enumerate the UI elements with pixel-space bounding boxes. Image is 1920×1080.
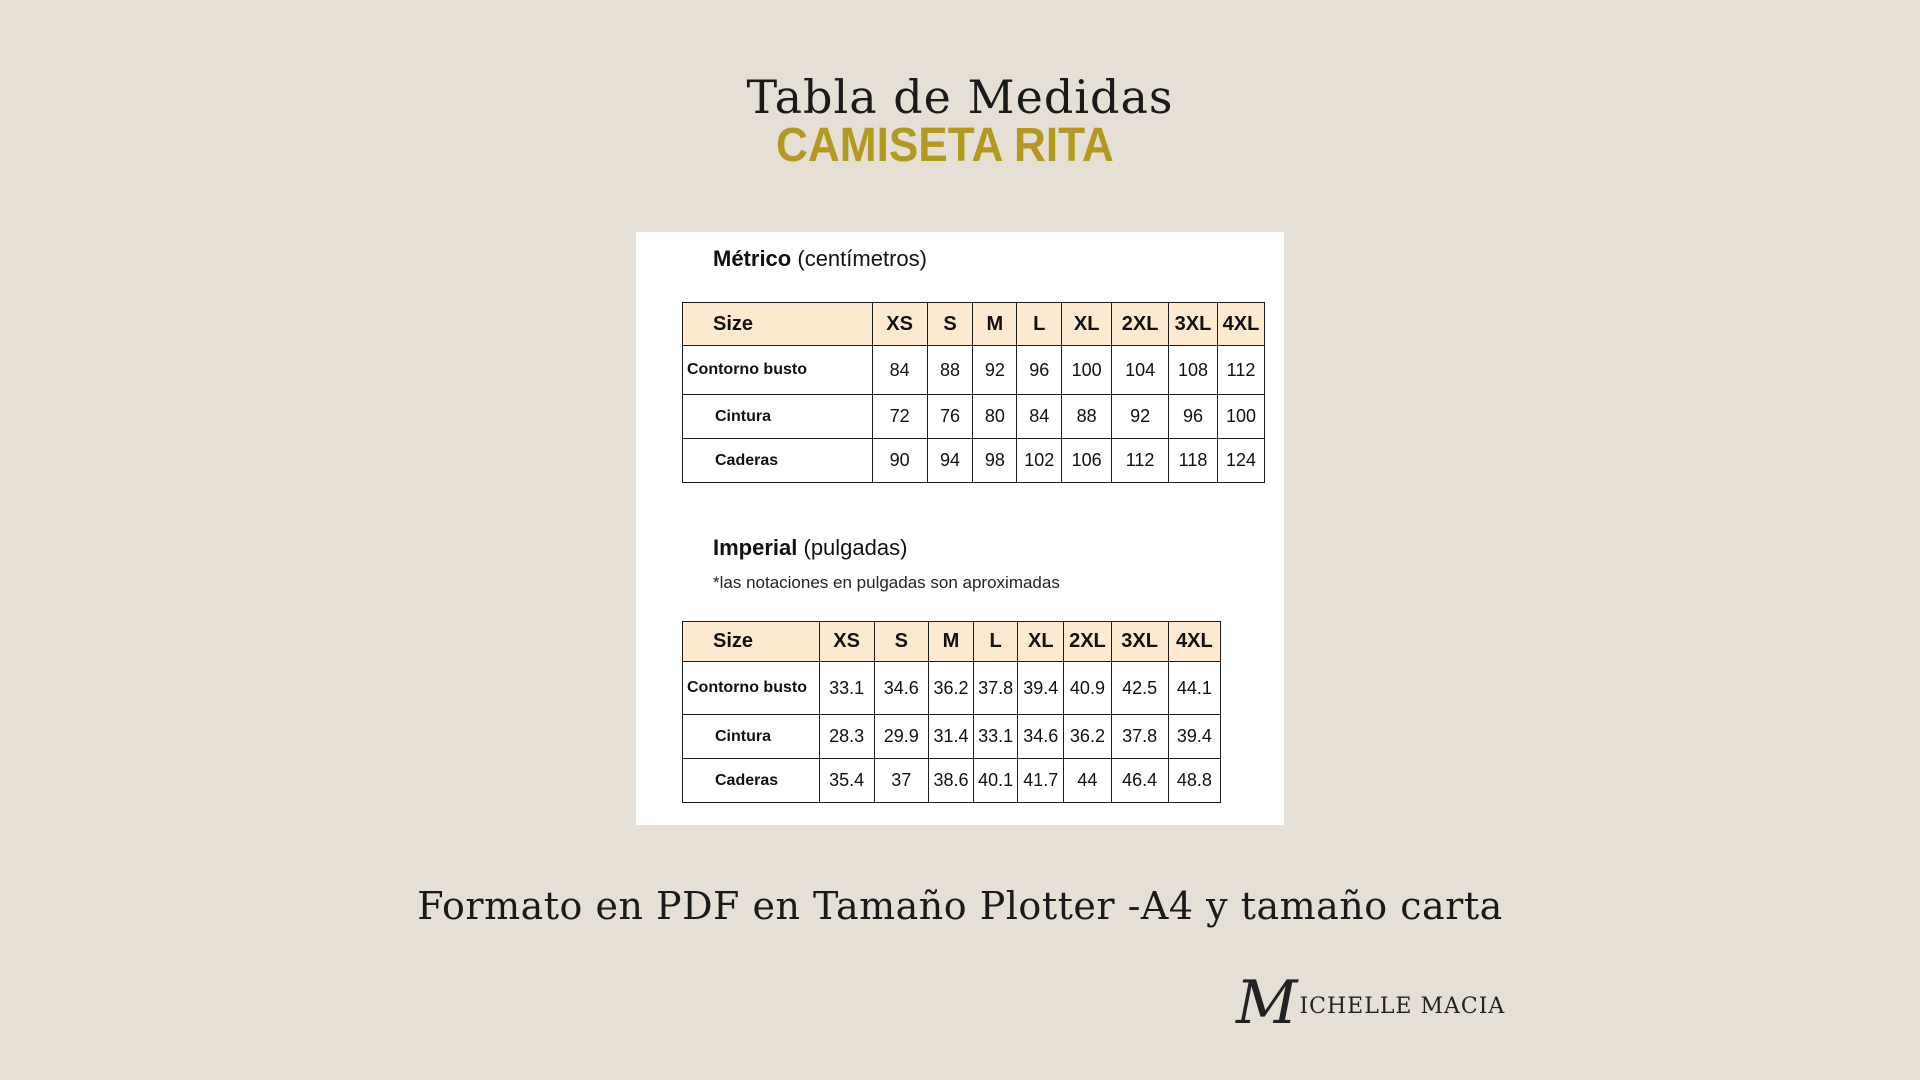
row-label: Cintura: [683, 715, 820, 759]
imperial-size-xs: XS: [819, 622, 874, 662]
table-cell: 36.2: [928, 662, 973, 715]
row-label: Caderas: [683, 759, 820, 803]
logo-initial: M: [1236, 968, 1298, 1038]
page-title: Tabla de Medidas: [746, 70, 1174, 124]
table-cell: 84: [1017, 395, 1062, 439]
metric-size-4xl: 4XL: [1217, 303, 1264, 346]
table-cell: 102: [1017, 439, 1062, 483]
table-cell: 34.6: [874, 662, 928, 715]
table-cell: 72: [872, 395, 927, 439]
imperial-size-s: S: [874, 622, 928, 662]
table-cell: 48.8: [1168, 759, 1220, 803]
format-info-text: Formato en PDF en Tamaño Plotter -A4 y tamaño carta: [417, 884, 1503, 928]
table-cell: 41.7: [1018, 759, 1064, 803]
table-cell: 37: [874, 759, 928, 803]
table-cell: 92: [973, 346, 1017, 395]
imperial-size-4xl: 4XL: [1168, 622, 1220, 662]
table-cell: 90: [872, 439, 927, 483]
table-cell: 106: [1062, 439, 1112, 483]
table-cell: 88: [1062, 395, 1112, 439]
imperial-note: *las notaciones en pulgadas son aproximadas: [713, 573, 1060, 592]
table-cell: 28.3: [819, 715, 874, 759]
table-cell: 31.4: [928, 715, 973, 759]
table-cell: 33.1: [819, 662, 874, 715]
imperial-row-cintura: [683, 715, 1221, 759]
row-label: Cintura: [683, 395, 873, 439]
table-cell: 96: [1169, 395, 1218, 439]
metric-row-busto: [683, 346, 1265, 395]
table-cell: 40.9: [1064, 662, 1111, 715]
table-cell: 80: [973, 395, 1017, 439]
table-cell: 40.1: [974, 759, 1018, 803]
table-cell: 76: [927, 395, 973, 439]
metric-size-m: M: [973, 303, 1017, 346]
table-cell: 96: [1017, 346, 1062, 395]
table-cell: 36.2: [1064, 715, 1111, 759]
table-cell: 104: [1112, 346, 1169, 395]
size-chart-card: [636, 232, 1284, 825]
metric-row-cintura: [683, 395, 1265, 439]
table-cell: 118: [1169, 439, 1218, 483]
imperial-size-2xl: 2XL: [1064, 622, 1111, 662]
metric-size-xl: XL: [1062, 303, 1112, 346]
table-cell: 100: [1217, 395, 1264, 439]
table-cell: 35.4: [819, 759, 874, 803]
imperial-size-header: Size: [683, 622, 820, 662]
table-cell: 112: [1217, 346, 1264, 395]
logo-wordmark: ICHELLE MACIA: [1299, 994, 1506, 1019]
metric-size-3xl: 3XL: [1169, 303, 1218, 346]
metric-row-caderas: [683, 439, 1265, 483]
table-cell: 39.4: [1168, 715, 1220, 759]
table-cell: 98: [973, 439, 1017, 483]
imperial-heading-unit: (pulgadas): [803, 535, 908, 560]
metric-size-header: Size: [683, 303, 873, 346]
table-cell: 33.1: [974, 715, 1018, 759]
table-cell: 37.8: [974, 662, 1018, 715]
metric-size-xs: XS: [872, 303, 927, 346]
table-cell: 94: [927, 439, 973, 483]
imperial-size-xl: XL: [1018, 622, 1064, 662]
table-cell: 29.9: [874, 715, 928, 759]
imperial-size-3xl: 3XL: [1111, 622, 1168, 662]
metric-size-s: S: [927, 303, 973, 346]
table-cell: 37.8: [1111, 715, 1168, 759]
table-cell: 38.6: [928, 759, 973, 803]
table-cell: 44: [1064, 759, 1111, 803]
metric-heading: [713, 246, 927, 272]
table-cell: 124: [1217, 439, 1264, 483]
imperial-size-l: L: [974, 622, 1018, 662]
metric-heading-label: Métrico: [713, 246, 792, 271]
brand-logo: [1236, 968, 1506, 1038]
imperial-size-m: M: [928, 622, 973, 662]
product-name: CAMISETA RITA: [776, 119, 1114, 172]
metric-size-table: [682, 302, 1265, 483]
table-cell: 42.5: [1111, 662, 1168, 715]
table-cell: 88: [927, 346, 973, 395]
imperial-row-busto: [683, 662, 1221, 715]
metric-heading-unit: (centímetros): [797, 246, 927, 271]
table-cell: 100: [1062, 346, 1112, 395]
row-label: Contorno busto: [683, 346, 873, 395]
table-cell: 44.1: [1168, 662, 1220, 715]
metric-size-l: L: [1017, 303, 1062, 346]
row-label: Contorno busto: [683, 662, 820, 715]
imperial-heading-label: Imperial: [713, 535, 798, 560]
table-cell: 92: [1112, 395, 1169, 439]
table-cell: 112: [1112, 439, 1169, 483]
imperial-heading: [713, 535, 907, 561]
table-cell: 84: [872, 346, 927, 395]
table-cell: 39.4: [1018, 662, 1064, 715]
table-cell: 46.4: [1111, 759, 1168, 803]
row-label: Caderas: [683, 439, 873, 483]
metric-size-2xl: 2XL: [1112, 303, 1169, 346]
imperial-row-caderas: [683, 759, 1221, 803]
table-cell: 108: [1169, 346, 1218, 395]
table-cell: 34.6: [1018, 715, 1064, 759]
imperial-size-table: [682, 621, 1221, 803]
